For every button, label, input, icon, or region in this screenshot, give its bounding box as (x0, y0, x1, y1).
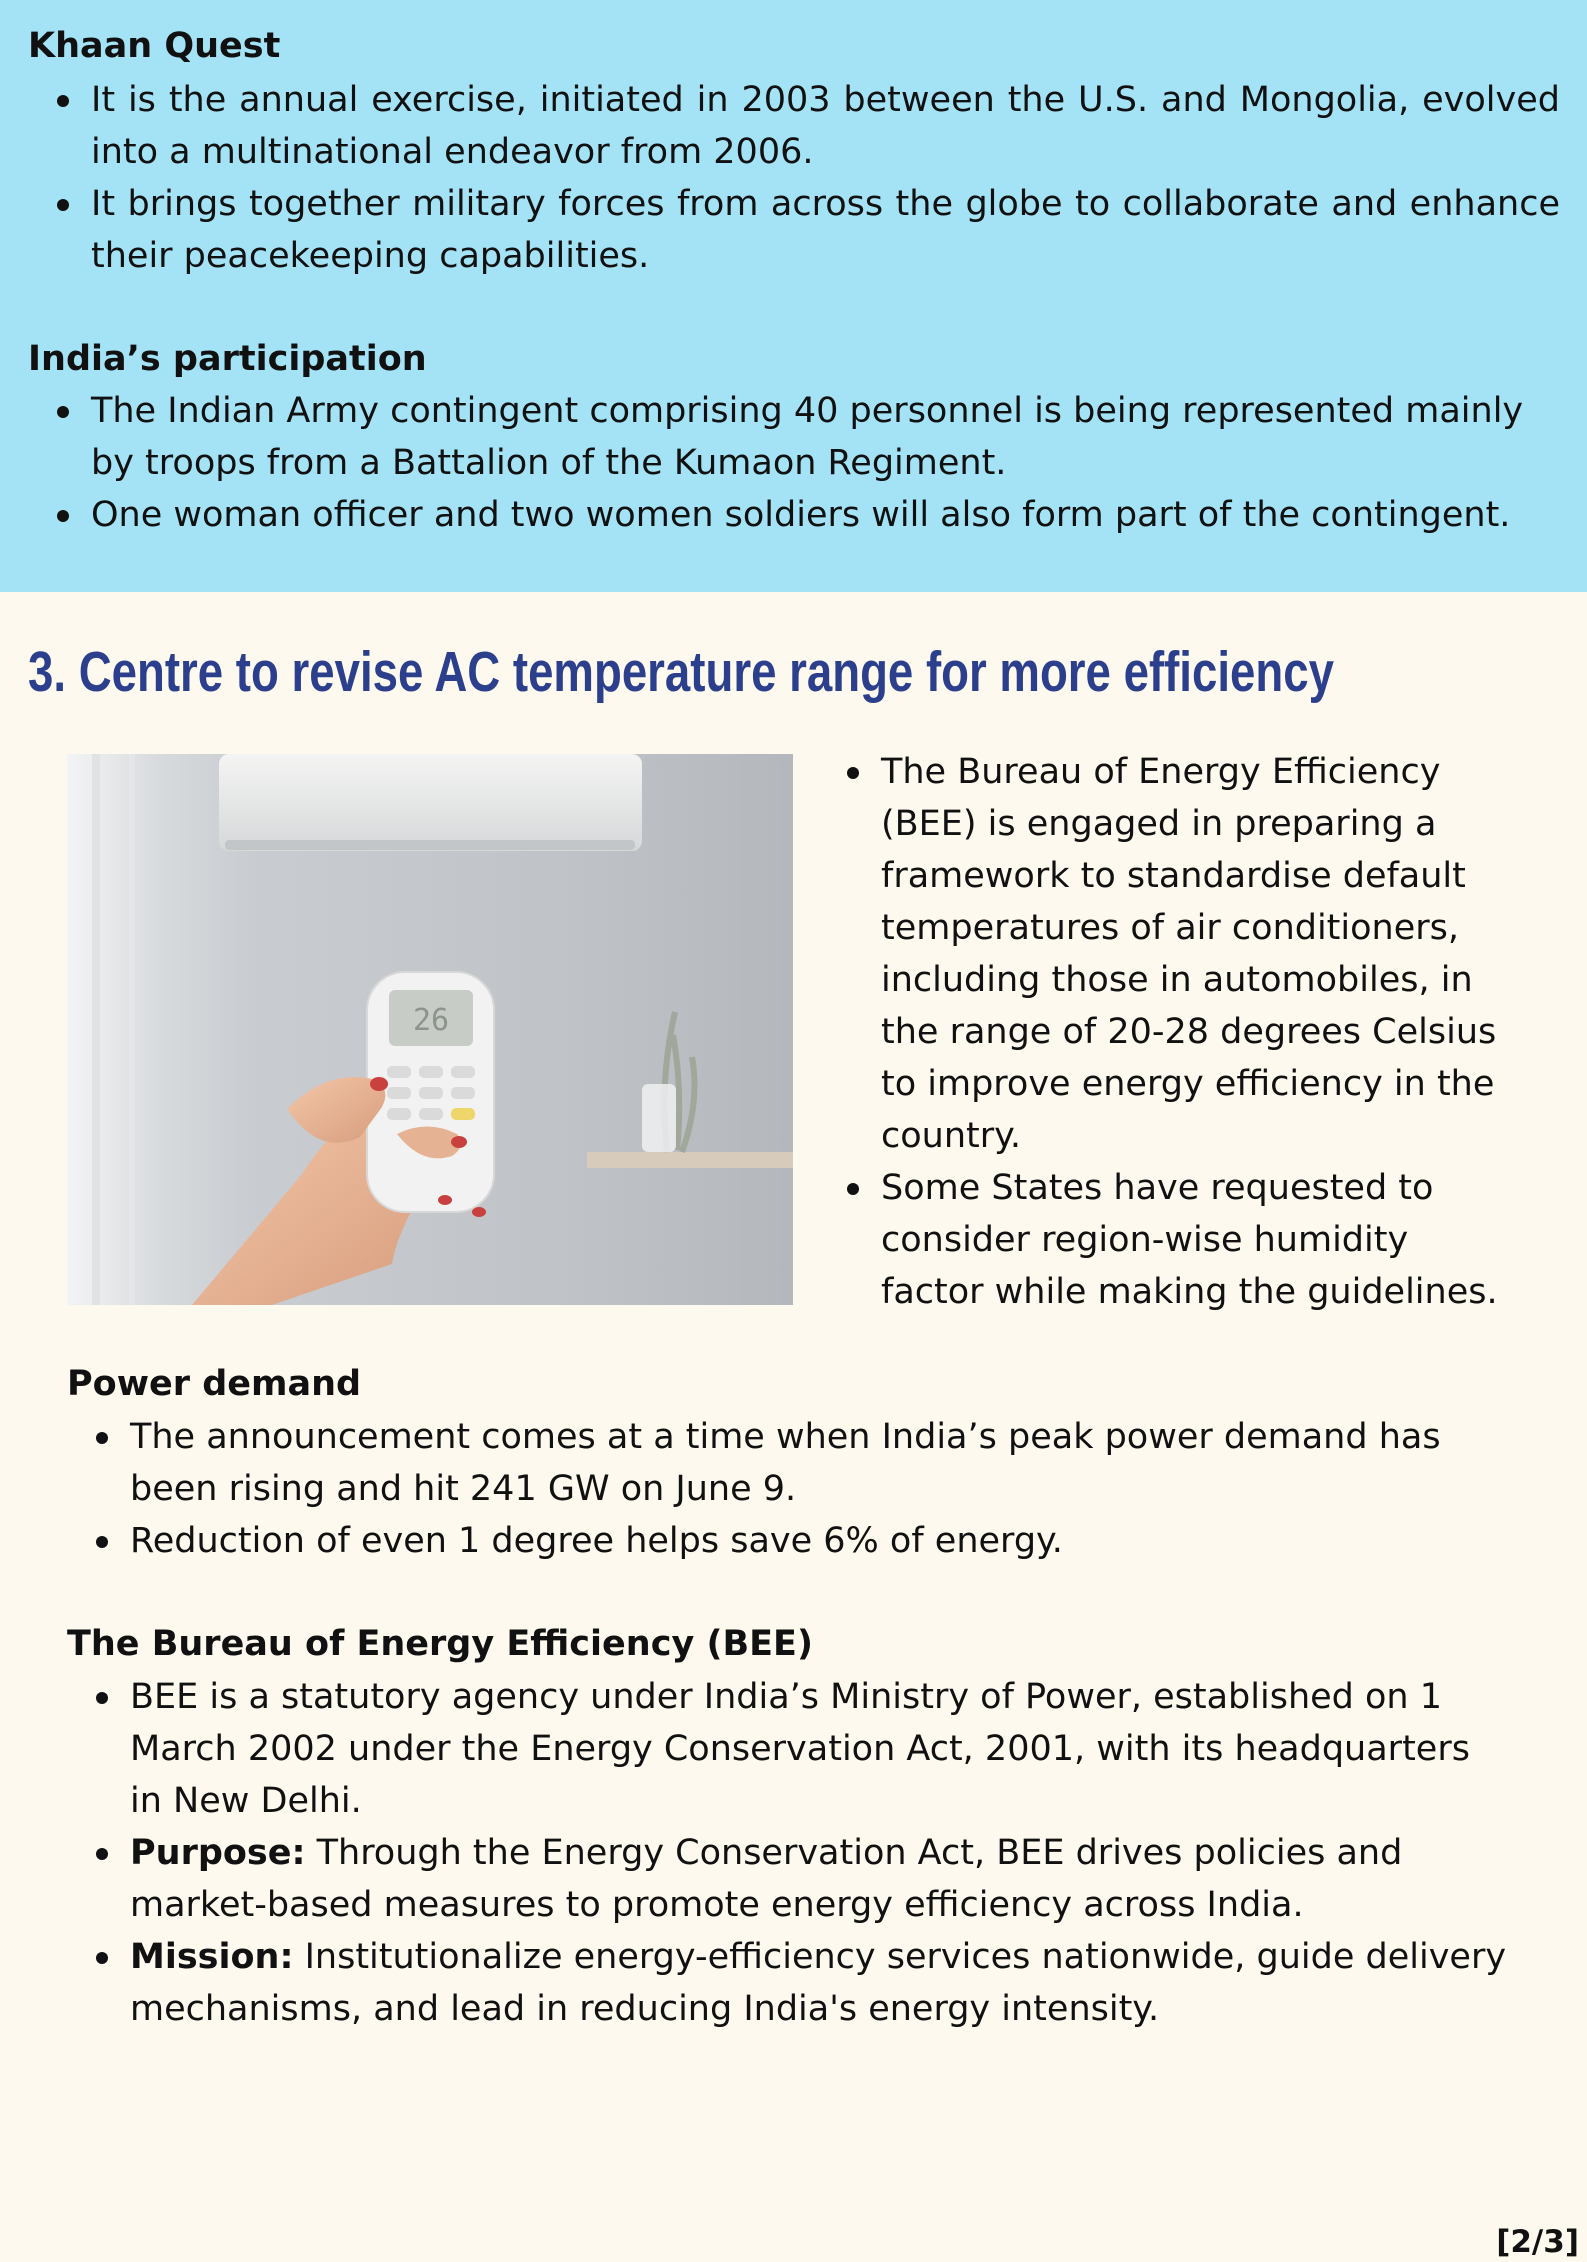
list-item: It brings together military forces from across the globe to collaborate and enhance their peacekeeping capabilities. (28, 178, 1560, 282)
list-item: One woman officer and two women soldiers will also form part of the contingent. (28, 489, 1568, 541)
mission-text: Institutionalize energy-efficiency services nationwide, guide delivery mechanisms, and lead in reducing India's energy intensity. (130, 1937, 1507, 2029)
power-demand-heading: Power demand (67, 1364, 362, 1404)
list-item: It is the annual exercise, initiated in 2003 between the U.S. and Mongolia, evolved into a multinational endeavor from 2006. (28, 74, 1560, 178)
india-participation-heading: India’s participation (28, 339, 427, 379)
list-item: The Bureau of Energy Efficiency (BEE) is engaged in preparing a framework to standardise default temperatures of air conditioners, including those in automobiles, in the range of 20-28 degrees Celsius to improve energy efficiency in the country. (818, 746, 1518, 1162)
list-item: The announcement comes at a time when India’s peak power demand has been rising and hit 241 GW on June 9. (67, 1411, 1507, 1515)
section-title: 3. Centre to revise AC temperature range for more efficiency (28, 640, 1334, 704)
khaan-quest-heading: Khaan Quest (28, 26, 281, 66)
india-participation-list (28, 385, 1568, 541)
purpose-label: Purpose: (130, 1833, 306, 1873)
list-item: Reduction of even 1 degree helps save 6% of energy. (67, 1515, 1507, 1567)
ac-remote-photo (67, 754, 793, 1305)
bee-heading: The Bureau of Energy Efficiency (BEE) (67, 1624, 813, 1664)
list-item: Some States have requested to consider region-wise humidity factor while making the guidelines. (818, 1162, 1518, 1318)
power-demand-list (67, 1411, 1507, 1567)
remote-display-reading: 26 (412, 1003, 450, 1038)
mission-label: Mission: (130, 1937, 294, 1977)
list-item (67, 1931, 1507, 2035)
list-item: The Indian Army contingent comprising 40 personnel is being represented mainly by troops from a Battalion of the Kumaon Regiment. (28, 385, 1568, 489)
list-item (67, 1827, 1507, 1931)
ac-framework-list (818, 746, 1518, 1318)
purpose-text: Through the Energy Conservation Act, BEE drives policies and market-based measures to promote energy efficiency across India. (130, 1833, 1403, 1925)
bee-list (67, 1671, 1507, 2035)
page-number: [2/3] (1496, 2224, 1579, 2260)
list-item: BEE is a statutory agency under India’s Ministry of Power, established on 1 March 2002 under the Energy Conservation Act, 2001, with its headquarters in New Delhi. (67, 1671, 1507, 1827)
khaan-quest-list (28, 74, 1560, 282)
